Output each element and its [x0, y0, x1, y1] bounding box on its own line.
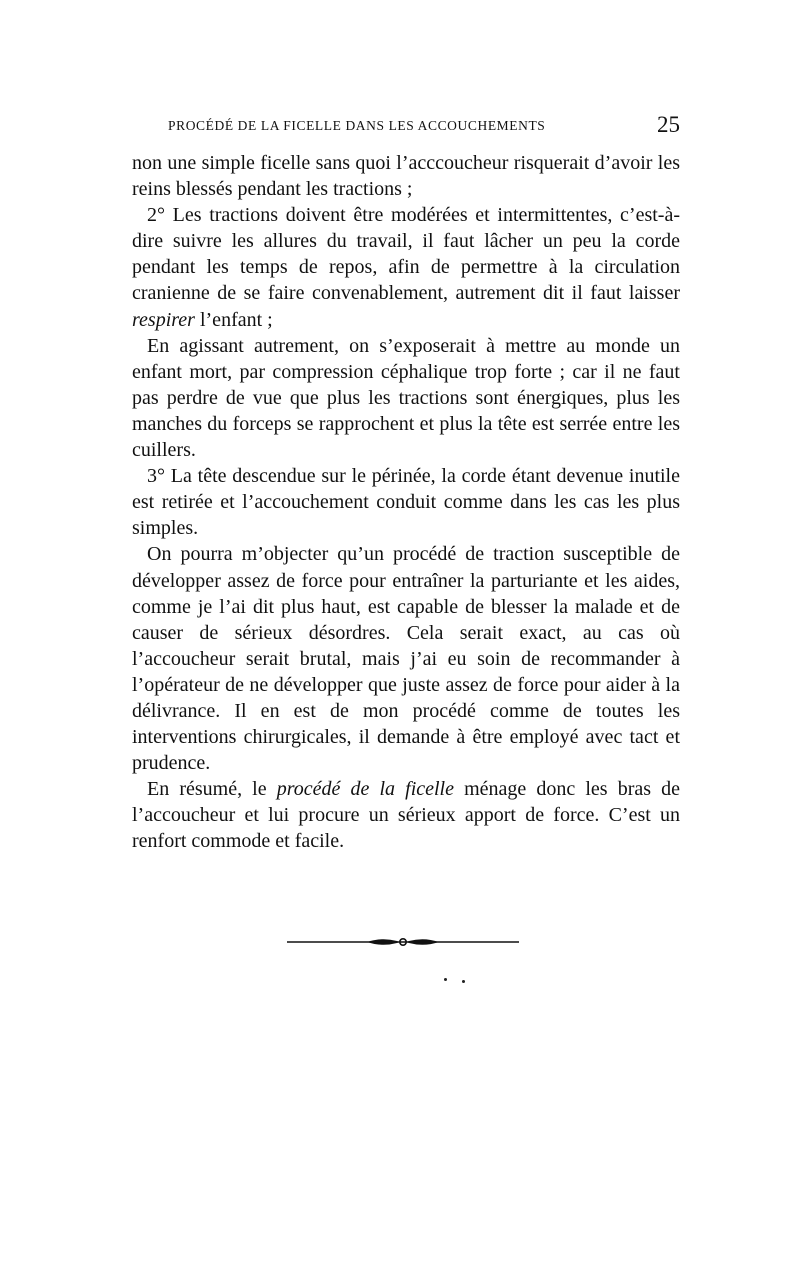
paragraph-6-end: ménage donc les bras de l’accoucheur et lui procure un sérieux apport de force. C’est un renfort commode et facile. — [132, 778, 680, 853]
paragraph-3: En agissant autrement, on s’exposerait à mettre au monde un enfant mort, par compression céphalique trop forte ; car il ne faut pas perdre de vue que plus les tractions sont énergiques, plus les manches du forceps se rapprochent et plus la tête est serrée entre les cuillers. — [132, 334, 680, 462]
italic-respirer: respirer — [132, 308, 195, 331]
paragraph-4: 3° La tête descendue sur le périnée, la corde étant devenue inutile est retirée et l’accouchement conduit comme dans les cas les plus simples. — [132, 465, 680, 540]
paragraph-1: non une simple ficelle sans quoi l’acccoucheur risquerait d’avoir les reins blessés pendant les tractions ; — [132, 152, 680, 201]
paragraph-6 — [132, 776, 680, 854]
paragraph-2-end: l’enfant ; — [194, 308, 273, 331]
section-end-ornament — [287, 933, 519, 951]
paragraph-5: On pourra m’objecter qu’un procédé de traction susceptible de développer assez de force pour entraîner la parturiante et les aides, comme je l’ai dit plus haut, est capable de blesser la malade et de causer de sérieux désordres. Cela serait exact, au cas où l’accoucheur serait brutal, mais j’ai eu soin de recommander à l’opérateur de ne développer que juste assez de force pour aider à la délivrance. Il en est de mon procédé comme de toutes les interventions chirurgicales, il demande à être employé avec tact et prudence. — [132, 543, 680, 775]
page-number: 25 — [657, 112, 680, 137]
stray-marks — [440, 975, 480, 985]
paragraph-6-start: En résumé, le — [147, 778, 277, 801]
body-text — [132, 150, 680, 855]
running-title: PROCÉDÉ DE LA FICELLE DANS LES ACCOUCHEMENTS — [168, 118, 546, 133]
italic-procede-ficelle: procédé de la ficelle — [276, 778, 454, 801]
paragraph-2 — [132, 202, 680, 332]
stray-dot — [444, 978, 447, 981]
paragraph-2-text: 2° Les tractions doivent être modérées et intermittentes, c’est-à-dire suivre les allures du travail, il faut lâcher un peu la corde pendant les temps de repos, afin de permettre à la circulation cranienne de se faire convenablement, autrement dit il faut laisser — [132, 204, 680, 305]
flourish-rule-icon — [287, 933, 519, 951]
stray-dot — [462, 980, 465, 983]
running-head — [132, 112, 680, 142]
